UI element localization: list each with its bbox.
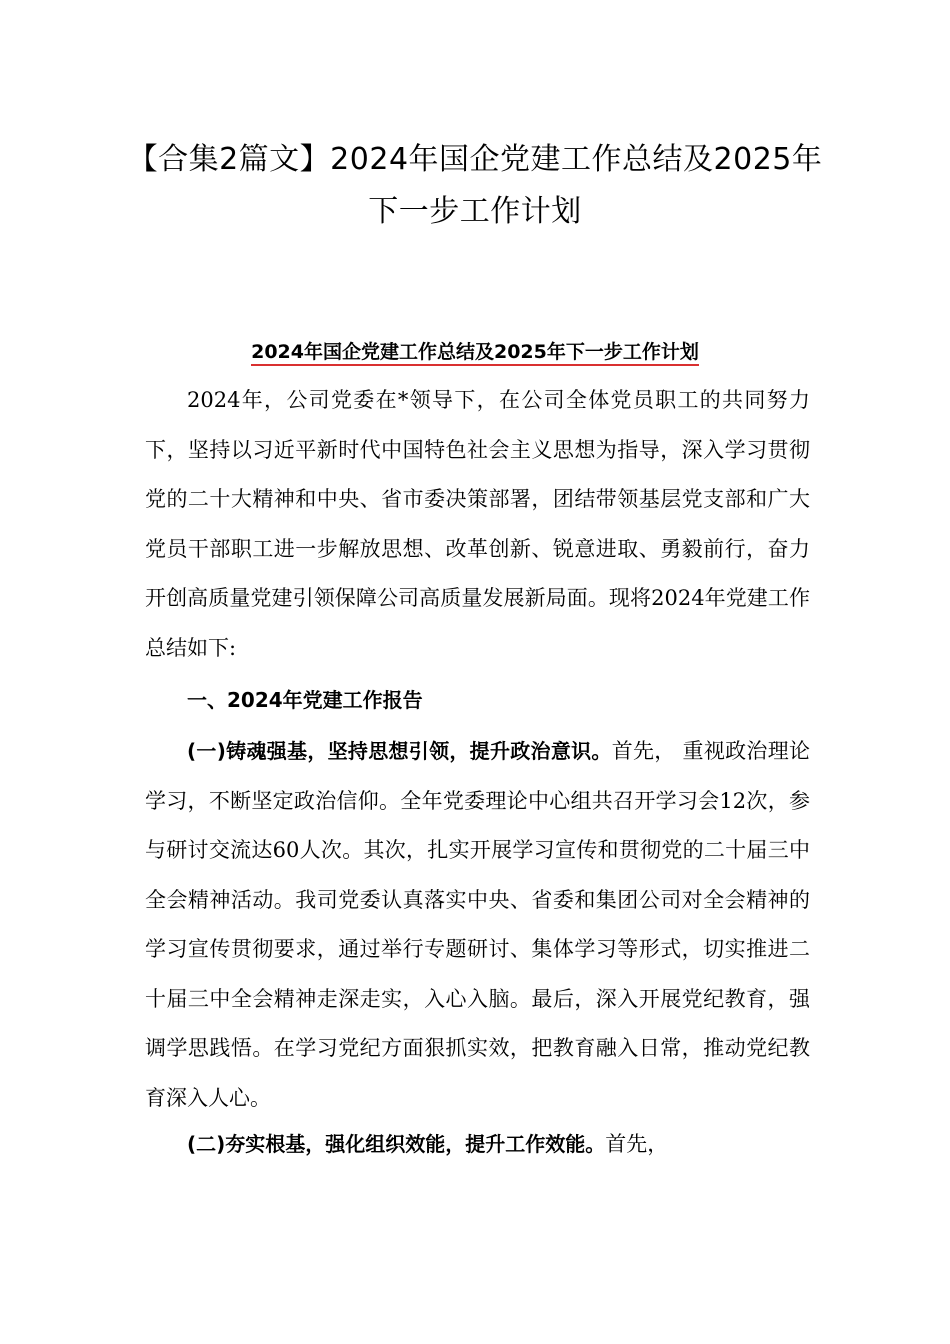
document-title-line-2: 下一步工作计划 <box>368 194 582 229</box>
point-one-lead: (一)铸魂强基，坚持思想引领，提升政治意识。 <box>187 739 612 763</box>
point-one-paragraph <box>145 727 810 1123</box>
point-one-body: 首先， 重视政治理论学习，不断坚定政治信仰。全年党委理论中心组共召开学习会12次，参与研讨交流达60人次。其次，扎实开展学习宣传和贯彻党的二十届三中全会精神活动。我司党委认真落实中央、省委和集团公司对全会精神的学习宣传贯彻要求，通过举行专题研讨、集体学习等形式，切实推进二十届三中全会精神走深走实，入心入脑。最后，深入开展党纪教育，强调学思践悟。在学习党纪方面狠抓实效，把教育融入日常，推动党纪教育深入人心。 <box>145 739 810 1110</box>
subtitle-text: 2024年国企党建工作总结及2025年下一步工作计划 <box>251 341 699 366</box>
point-two-body: 首先， <box>605 1132 669 1156</box>
section-subtitle <box>140 337 810 364</box>
intro-paragraph: 2024年，公司党委在*领导下，在公司全体党员职工的共同努力下，坚持以习近平新时代中国特色社会主义思想为指导，深入学习贯彻党的二十大精神和中央、省市委决策部署，团结带领基层党支部和广大党员干部职工进一步解放思想、改革创新、锐意进取、勇毅前行，奋力开创高质量党建引领保障公司高质量发展新局面。现将2024年党建工作总结如下: <box>145 388 810 660</box>
document-title-line-1: 【合集2篇文】2024年国企党建工作总结及2025年 <box>127 142 823 177</box>
point-two-paragraph <box>145 1120 810 1170</box>
section-one-heading: 一、2024年党建工作报告 <box>187 688 423 712</box>
point-two-lead: (二)夯实根基，强化组织效能，提升工作效能。 <box>187 1132 606 1156</box>
